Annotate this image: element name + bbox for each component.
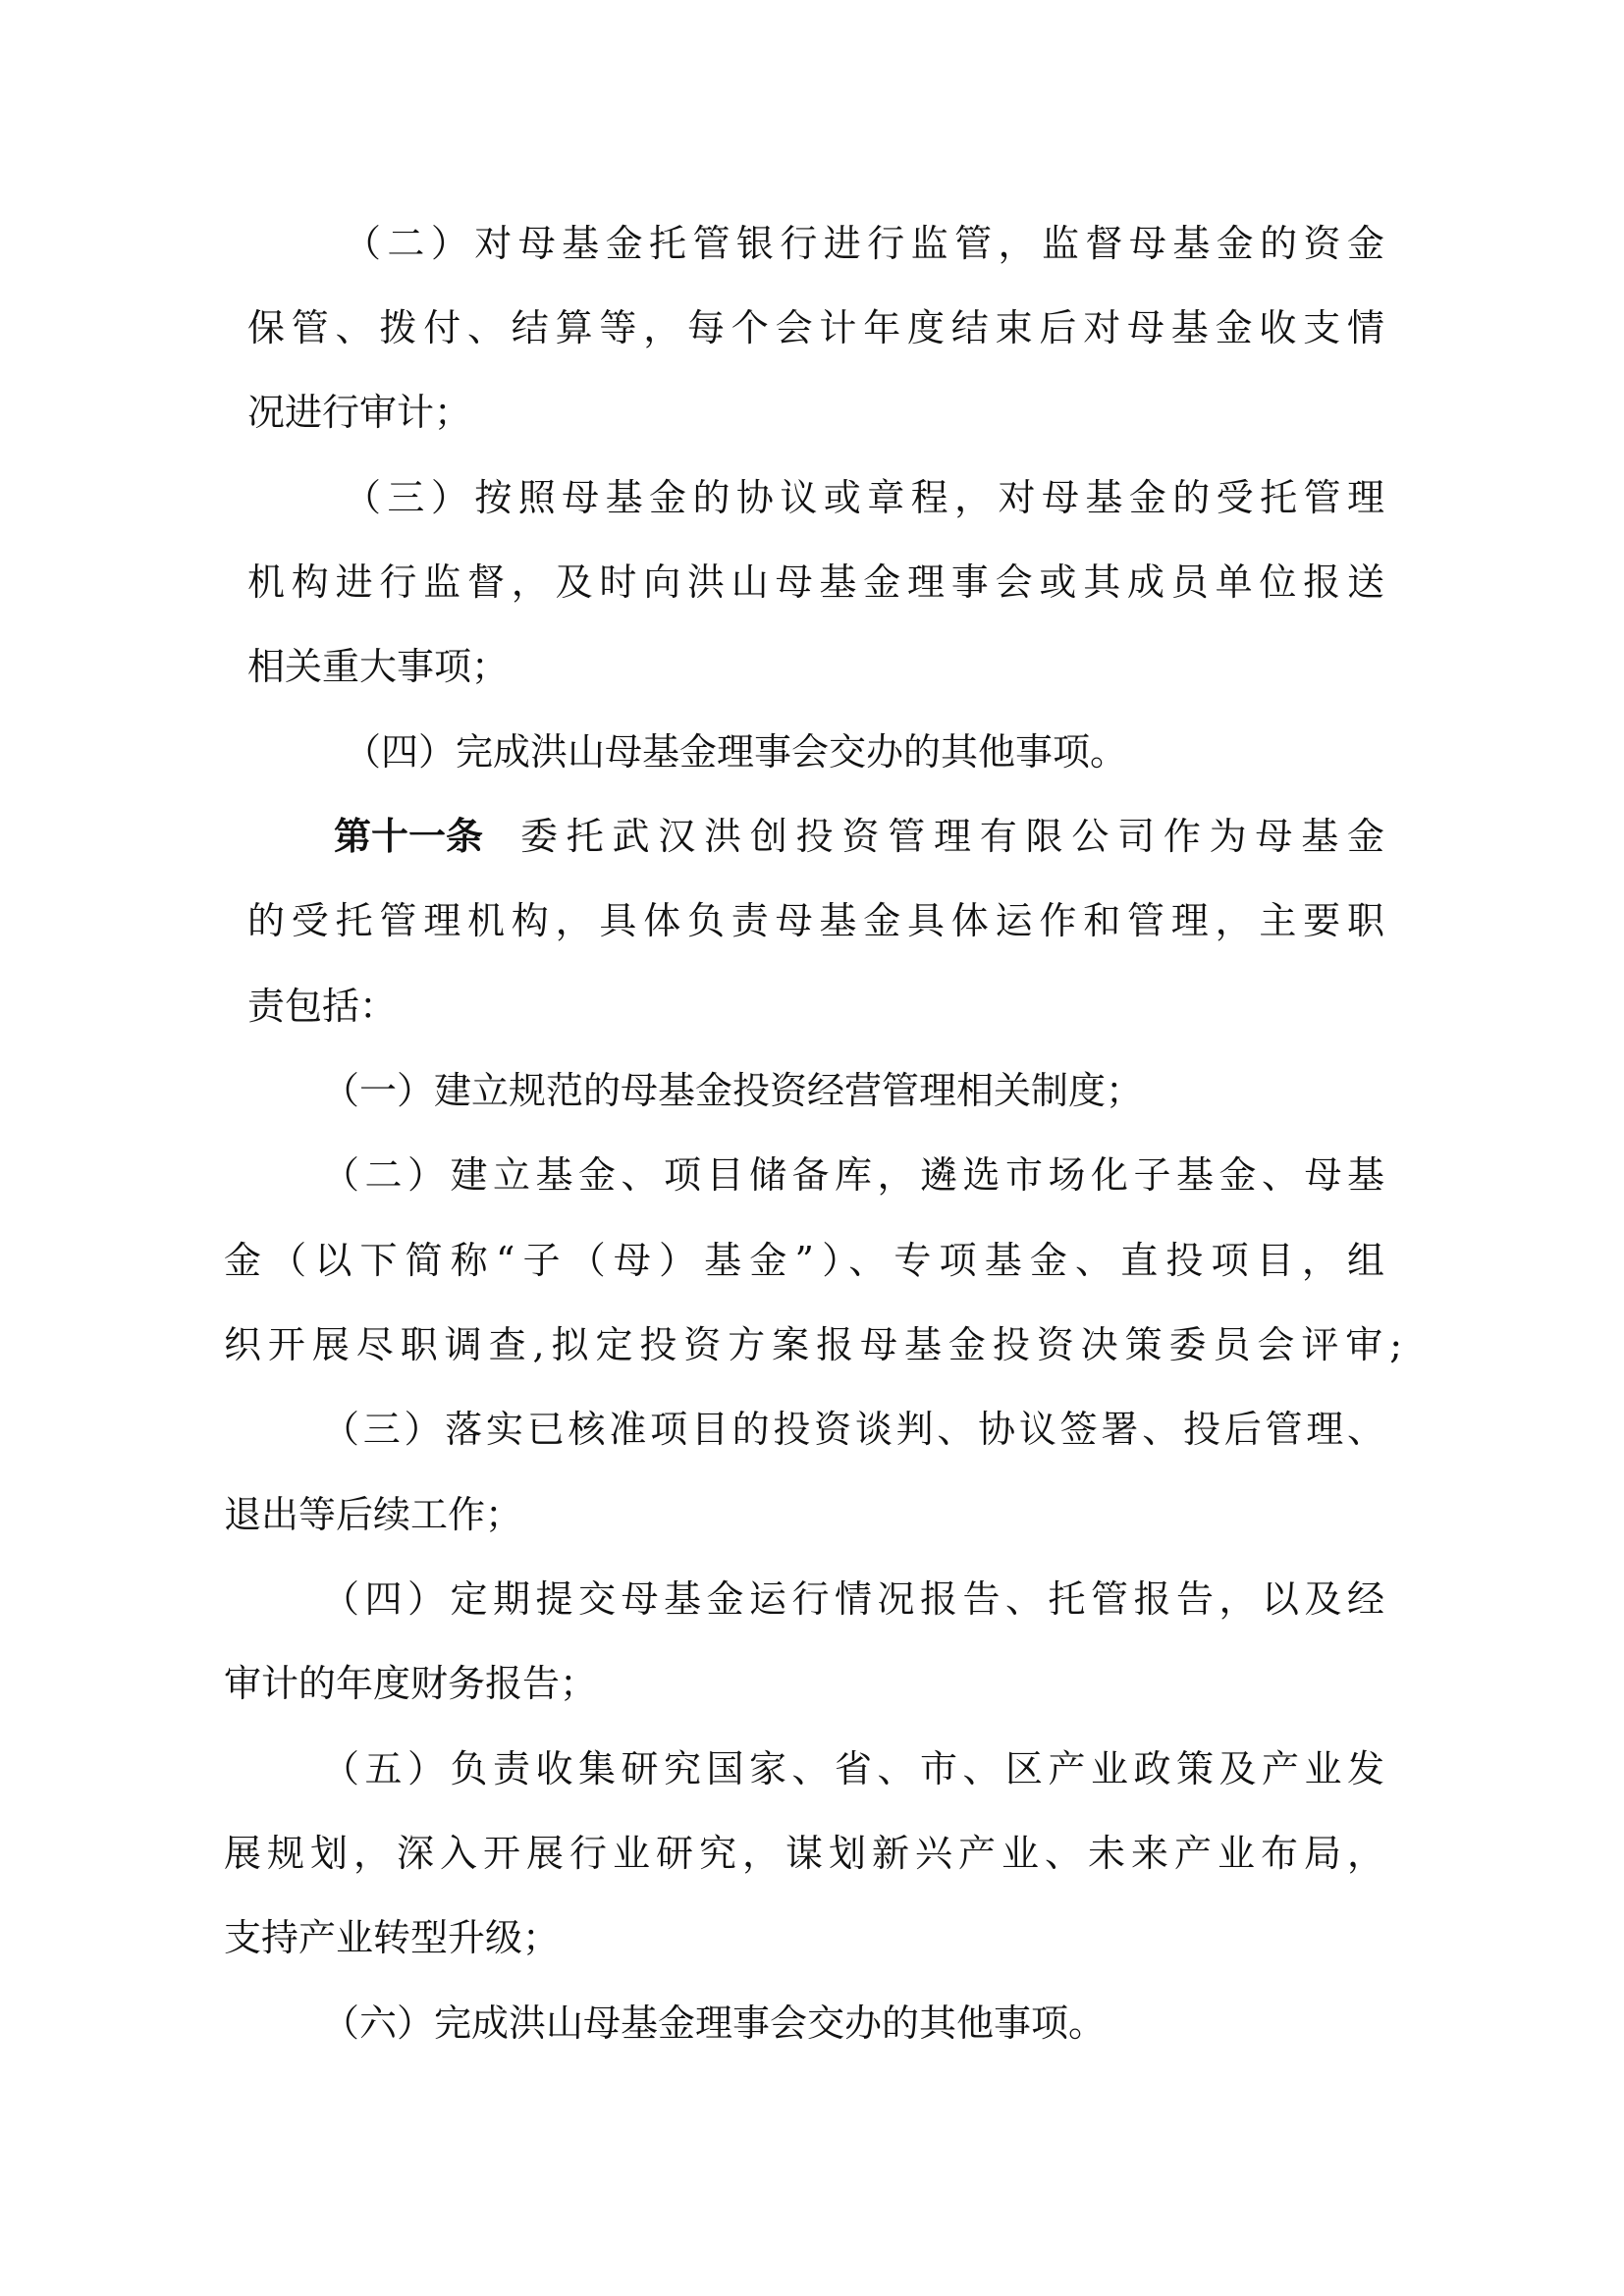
paragraph-2-line-3: 相关重大事项；	[247, 645, 510, 688]
paragraph-6-line-1: （二）建立基金、项目储备库，遴选市场化子基金、母基	[322, 1153, 1384, 1197]
article-11-first-line	[334, 811, 1384, 862]
paragraph-5-line-1: （一）建立规范的母基金投资经营管理相关制度；	[322, 1069, 1144, 1112]
paragraph-1-line-1: （二）对母基金托管银行进行监管，监督母基金的资金	[344, 222, 1384, 265]
paragraph-3-line-1: （四）完成洪山母基金理事会交办的其他事项。	[344, 730, 1128, 774]
paragraph-9-line-3: 支持产业转型升级；	[224, 1916, 561, 1959]
paragraph-8-line-1: （四）定期提交母基金运行情况报告、托管报告，以及经	[322, 1577, 1384, 1621]
paragraph-8-line-2: 审计的年度财务报告；	[224, 1662, 598, 1705]
article-11-first-line-text: 委托武汉洪创投资管理有限公司作为母基金	[520, 815, 1384, 858]
paragraph-10-line-1: （六）完成洪山母基金理事会交办的其他事项。	[322, 2002, 1107, 2045]
paragraph-2-line-2: 机构进行监督，及时向洪山母基金理事会或其成员单位报送	[247, 561, 1384, 604]
paragraph-6-line-3: 织开展尽职调查,拟定投资方案报母基金投资决策委员会评审;	[224, 1323, 1402, 1366]
article-11-line-3: 责包括：	[247, 985, 398, 1028]
paragraph-1-line-3: 况进行审计；	[247, 391, 472, 434]
paragraph-7-line-1: （三）落实已核准项目的投资谈判、协议签署、投后管理、	[322, 1408, 1384, 1451]
paragraph-9-line-2: 展规划，深入开展行业研究，谋划新兴产业、未来产业布局，	[224, 1832, 1384, 1875]
article-11-heading: 第十一条	[334, 815, 484, 858]
paragraph-2-line-1: （三）按照母基金的协议或章程，对母基金的受托管理	[344, 476, 1384, 519]
paragraph-6-line-2: 金（以下简称“子（母）基金”）、专项基金、直投项目，组	[224, 1239, 1384, 1282]
article-11-line-2: 的受托管理机构，具体负责母基金具体运作和管理，主要职	[247, 899, 1384, 942]
paragraph-9-line-1: （五）负责收集研究国家、省、市、区产业政策及产业发	[322, 1747, 1384, 1790]
paragraph-7-line-2: 退出等后续工作；	[224, 1493, 523, 1536]
paragraph-1-line-2: 保管、拨付、结算等，每个会计年度结束后对母基金收支情	[247, 306, 1384, 349]
